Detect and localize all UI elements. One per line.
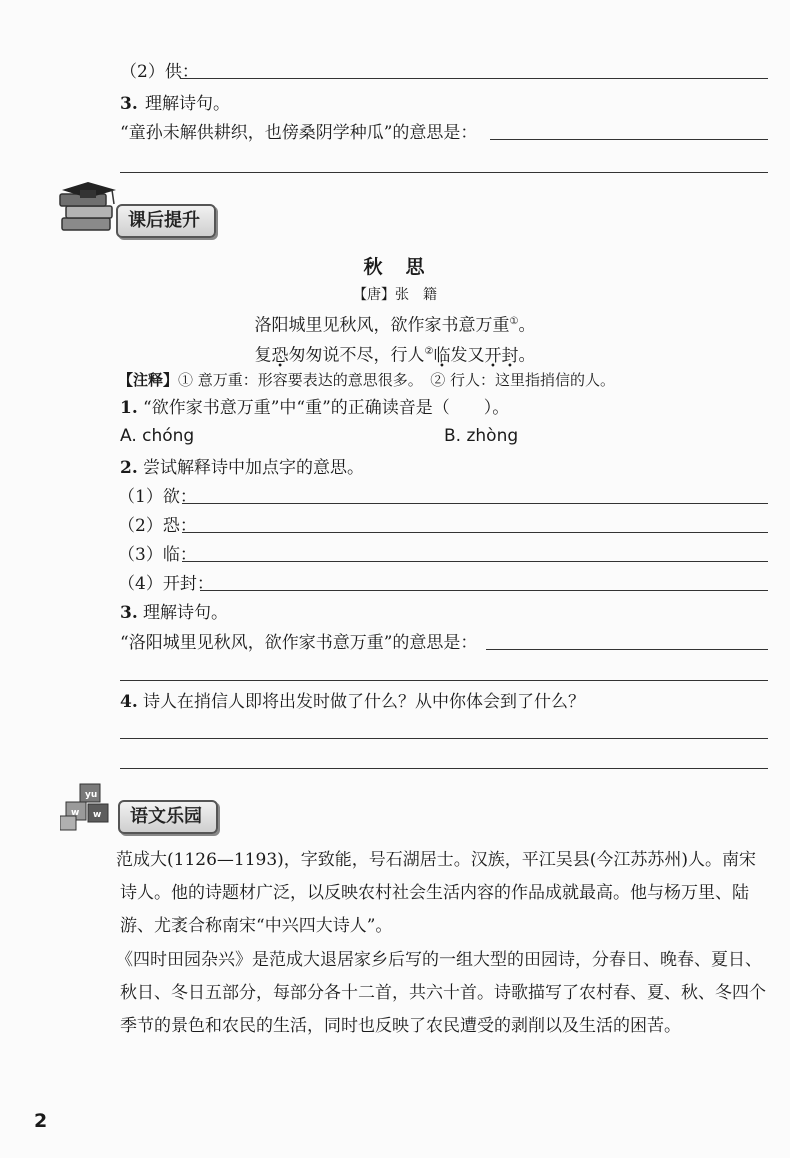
question-prompt: “洛阳城里见秋风，欲作家书意万重”的意思是： xyxy=(120,633,478,653)
section-title-badge: 语文乐园 xyxy=(118,800,218,834)
question-text: “欲作家书意万重”中“重”的正确读音是（ ）。 xyxy=(143,398,510,418)
reading-paragraph-1: 范成大(1126—1193)，字致能，号石湖居士。汉族，平江吴县(今江苏苏州)人。南宋诗人。他的诗题材广泛，以反映农村社会生活内容的作品成就最高。他与杨万里、陆游、尤袤合称南宋“中兴四大诗人”。 xyxy=(116,850,757,936)
poem-author xyxy=(0,284,790,304)
author-dynasty: 【唐】 xyxy=(353,287,395,303)
poem-line-2-text: 匆匆说不尽，行人 xyxy=(288,345,425,366)
block-letter: yu xyxy=(85,790,98,800)
question-text: 尝试解释诗中加点字的意思。 xyxy=(143,458,364,478)
question-text: 理解诗句。 xyxy=(145,94,230,114)
answer-line[interactable] xyxy=(180,78,768,79)
question-number: 2. xyxy=(120,458,138,478)
dotted-char: 开 xyxy=(484,345,502,366)
answer-line[interactable] xyxy=(200,590,768,591)
poem-line-2 xyxy=(0,340,790,368)
item-label: （3）临： xyxy=(118,545,197,565)
question-text: 理解诗句。 xyxy=(143,603,228,623)
item-label: （4）开封： xyxy=(118,574,214,594)
notes xyxy=(118,368,615,392)
question-number: 4. xyxy=(120,692,138,712)
punctuation: 。 xyxy=(518,315,536,336)
reading-paragraph-2: 《四时田园杂兴》是范成大退居家乡后写的一组大型的田园诗，分春日、晚春、夏日、秋日、冬日五部分，每部分各十二首，共六十首。诗歌描写了农村春、夏、秋、冬四个季节的景色和农民的生活，同时也反映了农民遭受的剥削以及生活的困苦。 xyxy=(116,950,766,1036)
poem-char: 复 xyxy=(254,345,272,366)
question-number: 3. xyxy=(120,603,138,623)
page-number: 2 xyxy=(34,1110,48,1132)
answer-line[interactable] xyxy=(486,649,768,650)
item-label: （1）欲： xyxy=(118,487,197,507)
dotted-char: 恐 xyxy=(271,345,289,366)
option-b[interactable]: B. zhòng xyxy=(444,426,519,446)
graduation-cap-books-icon xyxy=(58,180,124,240)
answer-line[interactable] xyxy=(120,172,768,173)
block-letter: w xyxy=(71,808,80,818)
footnote-marker: ② xyxy=(424,346,434,357)
author-name: 张 籍 xyxy=(395,287,437,303)
question-number: 1. xyxy=(120,398,138,418)
answer-line[interactable] xyxy=(120,738,768,739)
answer-line[interactable] xyxy=(182,532,768,533)
dotted-char: 临 xyxy=(433,345,451,366)
poem-line-2-text: 发又 xyxy=(450,345,485,366)
question-text: 诗人在捎信人即将出发时做了什么？从中你体会到了什么？ xyxy=(143,692,585,712)
poem-line-1 xyxy=(0,310,790,338)
poem-title: 秋 思 xyxy=(363,256,427,278)
notes-label: 【注释】 xyxy=(118,371,179,389)
answer-line[interactable] xyxy=(182,561,768,562)
footnote-marker: ① xyxy=(509,316,519,327)
answer-line[interactable] xyxy=(120,680,768,681)
answer-line[interactable] xyxy=(182,503,768,504)
question-number: 3. xyxy=(120,94,138,114)
punctuation: 。 xyxy=(518,345,536,366)
poem-line-1-text: 洛阳城里见秋风，欲作家书意万重 xyxy=(254,315,510,336)
dotted-char: 封 xyxy=(501,345,519,366)
notes-text: ① 意万重：形容要表达的意思很多。 ② 行人：这里指捎信的人。 xyxy=(178,371,616,389)
answer-line[interactable] xyxy=(490,139,768,140)
question-prompt: “童孙未解供耕织，也傍桑阴学种瓜”的意思是： xyxy=(120,123,478,143)
block-letter: w xyxy=(93,810,102,820)
letter-blocks-icon xyxy=(60,782,126,834)
option-a[interactable]: A. chóng xyxy=(120,426,195,446)
section-title-badge: 课后提升 xyxy=(116,204,216,238)
answer-line[interactable] xyxy=(120,768,768,769)
item-label: （2）恐： xyxy=(118,516,197,536)
item-2-label: （2）供： xyxy=(120,62,199,82)
